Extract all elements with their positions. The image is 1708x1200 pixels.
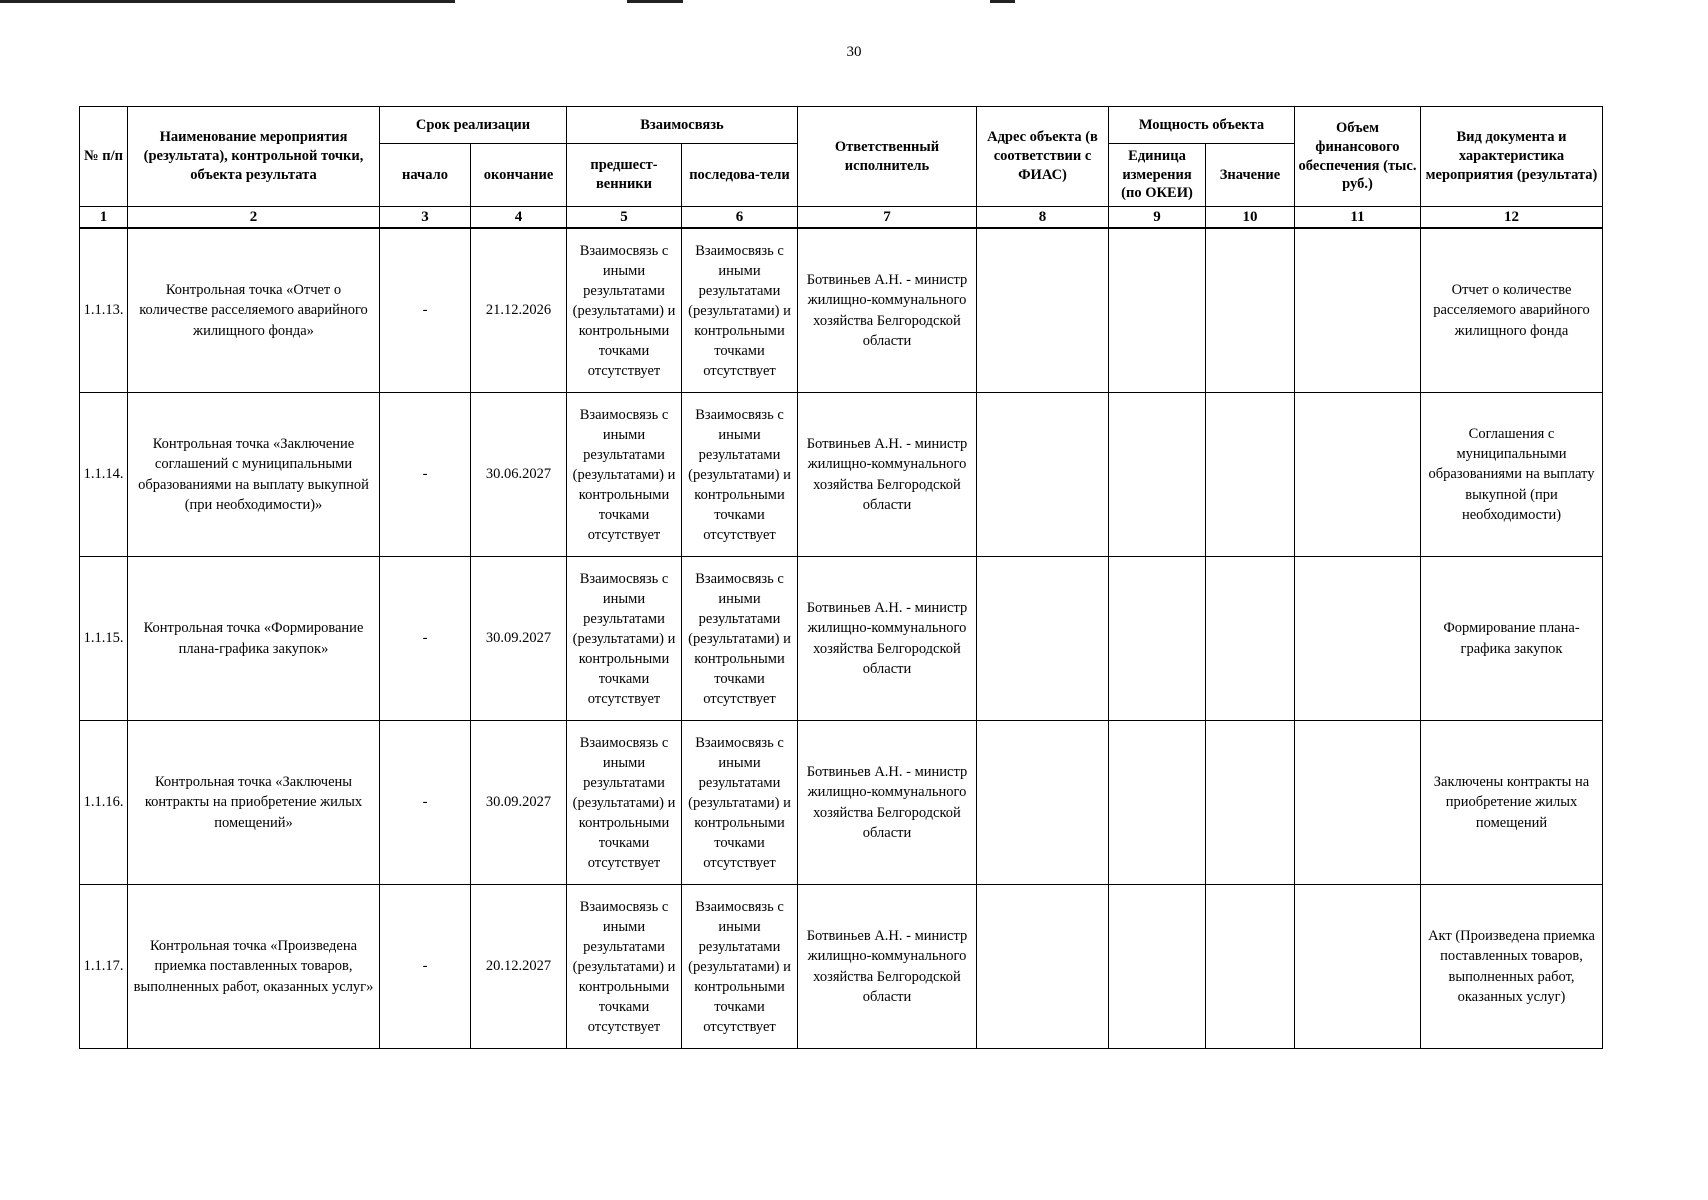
row-end: 30.06.2027 [471, 393, 567, 557]
row-address [977, 721, 1109, 885]
table-header [80, 107, 1603, 229]
row-name: Контрольная точка «Произведена приемка поставленных товаров, выполненных работ, оказанных услуг» [128, 885, 380, 1049]
row-name: Контрольная точка «Отчет о количестве расселяемого аварийного жилищного фонда» [128, 228, 380, 393]
table-row [80, 393, 1603, 557]
column-number: 6 [682, 207, 798, 229]
row-doc: Акт (Произведена приемка поставленных товаров, выполненных работ, оказанных услуг) [1421, 885, 1603, 1049]
header-value: Значение [1206, 144, 1295, 207]
row-successors: Взаимосвязь с иными результатами (результатами) и контрольными точками отсутствует [682, 393, 798, 557]
row-address [977, 557, 1109, 721]
column-number-row [80, 207, 1603, 229]
header-predecessors: предшест-венники [567, 144, 682, 207]
header-term-group: Срок реализации [380, 107, 567, 144]
column-number: 12 [1421, 207, 1603, 229]
column-number: 10 [1206, 207, 1295, 229]
header-relation-group: Взаимосвязь [567, 107, 798, 144]
row-name: Контрольная точка «Заключены контракты на приобретение жилых помещений» [128, 721, 380, 885]
row-num: 1.1.15. [80, 557, 128, 721]
header-unit: Единица измерения (по ОКЕИ) [1109, 144, 1206, 207]
row-address [977, 885, 1109, 1049]
row-responsible: Ботвиньев А.Н. - министр жилищно-коммунального хозяйства Белгородской области [798, 557, 977, 721]
column-number: 3 [380, 207, 471, 229]
row-predecessors: Взаимосвязь с иными результатами (результатами) и контрольными точками отсутствует [567, 228, 682, 393]
row-predecessors: Взаимосвязь с иными результатами (результатами) и контрольными точками отсутствует [567, 721, 682, 885]
row-end: 30.09.2027 [471, 721, 567, 885]
row-value [1206, 557, 1295, 721]
row-end: 20.12.2027 [471, 885, 567, 1049]
header-funding: Объем финансового обеспечения (тыс. руб.) [1295, 107, 1421, 207]
row-successors: Взаимосвязь с иными результатами (результатами) и контрольными точками отсутствует [682, 228, 798, 393]
row-start: - [380, 557, 471, 721]
table-body [80, 228, 1603, 1049]
header-successors: последова-тели [682, 144, 798, 207]
row-num: 1.1.16. [80, 721, 128, 885]
row-num: 1.1.13. [80, 228, 128, 393]
column-number: 11 [1295, 207, 1421, 229]
header-capacity-group: Мощность объекта [1109, 107, 1295, 144]
row-start: - [380, 721, 471, 885]
row-address [977, 228, 1109, 393]
row-funding [1295, 393, 1421, 557]
row-successors: Взаимосвязь с иными результатами (результатами) и контрольными точками отсутствует [682, 885, 798, 1049]
header-name: Наименование мероприятия (результата), контрольной точки, объекта результата [128, 107, 380, 207]
row-value [1206, 885, 1295, 1049]
row-unit [1109, 393, 1206, 557]
row-successors: Взаимосвязь с иными результатами (результатами) и контрольными точками отсутствует [682, 557, 798, 721]
row-value [1206, 228, 1295, 393]
column-number: 9 [1109, 207, 1206, 229]
column-number: 2 [128, 207, 380, 229]
row-funding [1295, 885, 1421, 1049]
row-start: - [380, 885, 471, 1049]
column-number: 7 [798, 207, 977, 229]
table-row [80, 885, 1603, 1049]
row-predecessors: Взаимосвязь с иными результатами (результатами) и контрольными точками отсутствует [567, 393, 682, 557]
row-unit [1109, 885, 1206, 1049]
column-number: 4 [471, 207, 567, 229]
row-unit [1109, 557, 1206, 721]
plan-table [79, 106, 1603, 1049]
scan-edge-line-left [0, 0, 455, 3]
header-end: окончание [471, 144, 567, 207]
row-start: - [380, 393, 471, 557]
row-funding [1295, 228, 1421, 393]
row-predecessors: Взаимосвязь с иными результатами (результатами) и контрольными точками отсутствует [567, 557, 682, 721]
row-end: 30.09.2027 [471, 557, 567, 721]
row-address [977, 393, 1109, 557]
column-number: 8 [977, 207, 1109, 229]
row-funding [1295, 557, 1421, 721]
column-number: 1 [80, 207, 128, 229]
table-row [80, 228, 1603, 393]
row-doc: Заключены контракты на приобретение жилых помещений [1421, 721, 1603, 885]
row-name: Контрольная точка «Заключение соглашений с муниципальными образованиями на выплату выкупной (при необходимости)» [128, 393, 380, 557]
header-doc: Вид документа и характеристика мероприятия (результата) [1421, 107, 1603, 207]
row-doc: Формирование плана-графика закупок [1421, 557, 1603, 721]
row-successors: Взаимосвязь с иными результатами (результатами) и контрольными точками отсутствует [682, 721, 798, 885]
row-value [1206, 393, 1295, 557]
row-doc: Соглашения с муниципальными образованиями на выплату выкупной (при необходимости) [1421, 393, 1603, 557]
row-responsible: Ботвиньев А.Н. - министр жилищно-коммунального хозяйства Белгородской области [798, 393, 977, 557]
header-start: начало [380, 144, 471, 207]
row-responsible: Ботвиньев А.Н. - министр жилищно-коммунального хозяйства Белгородской области [798, 228, 977, 393]
row-funding [1295, 721, 1421, 885]
row-value [1206, 721, 1295, 885]
column-number: 5 [567, 207, 682, 229]
row-predecessors: Взаимосвязь с иными результатами (результатами) и контрольными точками отсутствует [567, 885, 682, 1049]
row-unit [1109, 228, 1206, 393]
row-responsible: Ботвиньев А.Н. - министр жилищно-коммунального хозяйства Белгородской области [798, 721, 977, 885]
row-responsible: Ботвиньев А.Н. - министр жилищно-коммунального хозяйства Белгородской области [798, 885, 977, 1049]
table-row [80, 557, 1603, 721]
row-num: 1.1.14. [80, 393, 128, 557]
row-start: - [380, 228, 471, 393]
header-responsible: Ответственный исполнитель [798, 107, 977, 207]
row-end: 21.12.2026 [471, 228, 567, 393]
page-number: 30 [846, 44, 862, 60]
scan-edge-line-right [990, 0, 1015, 3]
header-address: Адрес объекта (в соответствии с ФИАС) [977, 107, 1109, 207]
header-num: № п/п [80, 107, 128, 207]
row-num: 1.1.17. [80, 885, 128, 1049]
scan-edge-line-mid [627, 0, 683, 3]
table-row [80, 721, 1603, 885]
row-doc: Отчет о количестве расселяемого аварийного жилищного фонда [1421, 228, 1603, 393]
row-name: Контрольная точка «Формирование плана-графика закупок» [128, 557, 380, 721]
row-unit [1109, 721, 1206, 885]
